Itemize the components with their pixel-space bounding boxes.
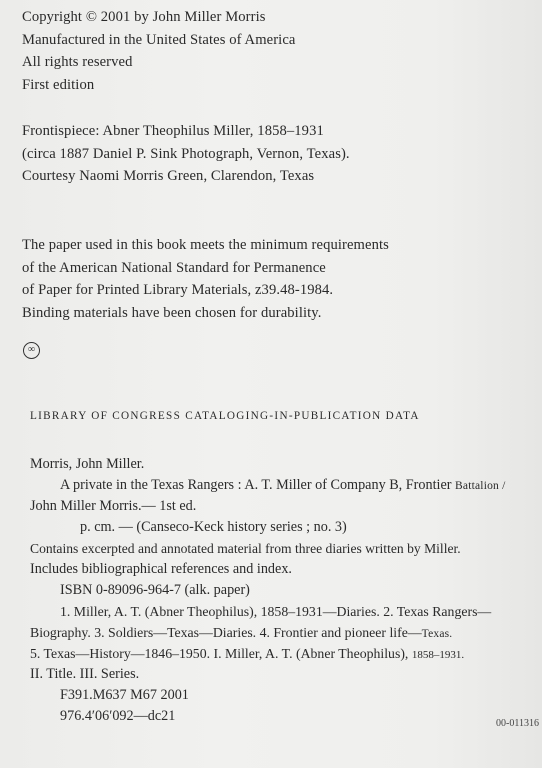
cip-catalog-number: 00-011316 bbox=[496, 718, 539, 729]
manufactured-line: Manufactured in the United States of America bbox=[22, 31, 296, 48]
paper-statement-block bbox=[22, 234, 389, 324]
cip-note: Includes bibliographical references and index. bbox=[30, 561, 292, 577]
cip-subjects-line bbox=[30, 622, 452, 645]
cip-dewey-number: 976.4′06′092—dc21 bbox=[60, 708, 176, 724]
cip-subjects-text-end: Texas. bbox=[421, 628, 453, 640]
frontispiece-line: Frontispiece: Abner Theophilus Miller, 1858–1931 bbox=[22, 123, 324, 139]
cip-title-text-end: Battalion / bbox=[455, 480, 506, 492]
cip-subjects-text-end: 1858–1931. bbox=[411, 649, 465, 661]
edition-line: First edition bbox=[22, 76, 95, 93]
paper-line: of Paper for Printed Library Materials, z39.48-1984. bbox=[22, 282, 334, 299]
cip-subjects-line bbox=[30, 643, 464, 666]
cip-call-number: F391.M637 M67 2001 bbox=[60, 687, 189, 703]
cip-subjects-text: Biography. 3. Soldiers—Texas—Diaries. 4. Frontier and pioneer life— bbox=[30, 625, 422, 640]
courtesy-line: Courtesy Naomi Morris Green, Clarendon, Texas bbox=[22, 168, 315, 185]
cip-physical-description: p. cm. — (Canseco-Keck history series ; no. 3) bbox=[80, 519, 347, 535]
paper-line: of the American National Standard for Permanence bbox=[22, 259, 326, 276]
cip-isbn: ISBN 0-89096-964-7 (alk. paper) bbox=[60, 582, 250, 598]
cip-title-text: A private in the Texas Rangers : A. T. Miller of Company B, Frontier bbox=[60, 477, 452, 493]
cip-note: Contains excerpted and annotated material from three diaries written by Miller. bbox=[30, 541, 461, 556]
paper-line: The paper used in this book meets the minimum requirements bbox=[22, 237, 389, 253]
permanence-paper-icon: ∞ bbox=[23, 342, 40, 359]
photograph-credit-line: (circa 1887 Daniel P. Sink Photograph, Vernon, Texas). bbox=[22, 145, 350, 162]
binding-line: Binding materials have been chosen for durability. bbox=[22, 304, 322, 321]
cip-author: Morris, John Miller. bbox=[30, 456, 145, 472]
cip-subjects-text: 5. Texas—History—1846–1950. I. Miller, A. T. (Abner Theophilus), bbox=[30, 646, 409, 661]
cip-subjects-line: 1. Miller, A. T. (Abner Theophilus), 1858–1931—Diaries. 2. Texas Rangers— bbox=[60, 604, 492, 619]
cip-subjects-line: II. Title. III. Series. bbox=[30, 666, 140, 682]
cip-heading: LIBRARY OF CONGRESS CATALOGING-IN-PUBLICATION DATA bbox=[30, 410, 420, 422]
rights-line: All rights reserved bbox=[22, 54, 133, 71]
cip-statement-of-responsibility: John Miller Morris.— 1st ed. bbox=[30, 498, 197, 514]
frontispiece-block bbox=[22, 120, 350, 188]
copyright-line: Copyright © 2001 by John Miller Morris bbox=[22, 9, 266, 25]
copyright-block bbox=[22, 6, 296, 96]
cip-title-line bbox=[60, 475, 505, 497]
